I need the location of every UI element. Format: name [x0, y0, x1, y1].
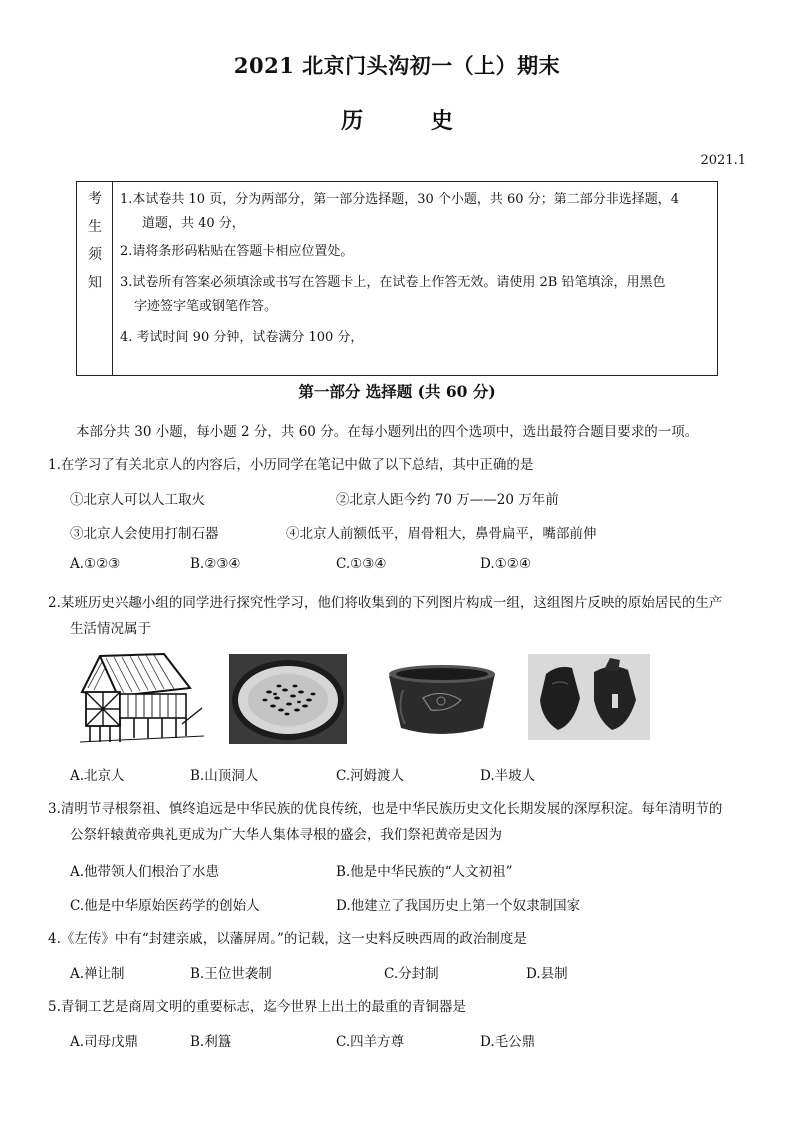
notice-item — [120, 188, 707, 236]
q2-option-c[interactable]: C.河姆渡人 — [336, 768, 405, 784]
question-3-line: 公祭轩辕黄帝典礼更成为广大华人集体寻根的盛会，我们祭祀黄帝是因为 — [70, 827, 502, 843]
question-2-stem — [48, 590, 760, 642]
notice-line: 3.试卷所有答案必须填涂或书写在答题卡上，在试卷上作答无效。请使用 2B 铅笔填涂，用黑色 — [120, 275, 666, 290]
q1-statement: ②北京人距今约 70 万——20 万年前 — [336, 492, 559, 508]
bone-spade-icon — [528, 654, 650, 740]
q1-option-c[interactable]: C.①③④ — [336, 556, 387, 572]
q3-option-a[interactable]: A.他带领人们根治了水患 — [70, 864, 220, 880]
question-3-stem — [48, 796, 760, 848]
notice-body — [120, 188, 707, 357]
q5-option-c[interactable]: C.四羊方尊 — [336, 1034, 405, 1050]
notice-line: 4. 考试时间 90 分钟，试卷满分 100 分， — [120, 330, 364, 345]
q1-statement: ①北京人可以人工取火 — [70, 492, 205, 508]
q1-statement: ③北京人会使用打制石器 — [70, 526, 219, 542]
q4-option-d[interactable]: D.县制 — [526, 966, 568, 982]
section-title: 第一部分 选择题 (共 60 分) — [298, 382, 496, 401]
notice-item — [120, 326, 707, 350]
q1-statement: ④北京人前额低平，眉骨粗大，鼻骨扁平，嘴部前伸 — [286, 526, 597, 542]
q2-option-a[interactable]: A.北京人 — [70, 768, 125, 784]
q3-option-c[interactable]: C.他是中华原始医药学的创始人 — [70, 898, 260, 914]
q4-option-a[interactable]: A.禅让制 — [70, 966, 125, 982]
q1-option-b[interactable]: B.②③④ — [190, 556, 241, 572]
question-2-line: 生活情况属于 — [70, 621, 151, 637]
notice-line: 道题，共 40 分， — [142, 216, 245, 231]
notice-line: 1.本试卷共 10 页，分为两部分，第一部分选择题，30 个小题，共 60 分；第二部分非选择题，4 — [120, 192, 679, 207]
q1-option-a[interactable]: A.①②③ — [70, 556, 121, 572]
q2-option-b[interactable]: B.山顶洞人 — [190, 768, 259, 784]
q5-option-d[interactable]: D.毛公鼎 — [480, 1034, 536, 1050]
carbonized-rice-icon — [229, 654, 347, 744]
notice-label-char: 须 — [88, 247, 102, 263]
q4-option-c[interactable]: C.分封制 — [384, 966, 439, 982]
q5-option-a[interactable]: A.司母戊鼎 — [70, 1034, 139, 1050]
q5-option-b[interactable]: B.利簋 — [190, 1034, 232, 1050]
q2-option-d[interactable]: D.半坡人 — [480, 768, 536, 784]
notice-label-char: 考 — [88, 191, 102, 207]
notice-item — [120, 240, 707, 264]
q3-option-b[interactable]: B.他是中华民族的“人文初祖” — [336, 864, 513, 880]
exam-title: 2021 北京门头沟初一（上）期末 — [233, 53, 561, 78]
notice-line: 2.请将条形码粘贴在答题卡相应位置处。 — [120, 244, 354, 259]
question-4-stem: 4.《左传》中有“封建亲戚，以藩屏周。”的记载，这一史料反映西周的政治制度是 — [48, 931, 527, 947]
notice-box — [76, 181, 718, 376]
notice-line: 字迹签字笔或钢笔作答。 — [134, 299, 278, 314]
section-intro: 本部分共 30 小题，每小题 2 分，共 60 分。在每小题列出的四个选项中，选出最符合题目要求的一项。 — [76, 424, 699, 440]
exam-date: 2021.1 — [700, 153, 746, 168]
q3-option-d[interactable]: D.他建立了我国历史上第一个奴隶制国家 — [336, 898, 581, 914]
black-pottery-icon — [383, 654, 501, 744]
notice-item — [120, 271, 707, 319]
exam-subject: 历 史 — [341, 108, 483, 134]
question-2-line: 2.某班历史兴趣小组的同学进行探究性学习，他们将收集到的下列图片构成一组，这组图片反映的原始居民的生产 — [48, 595, 723, 611]
q4-option-b[interactable]: B.王位世袭制 — [190, 966, 272, 982]
question-5-stem: 5.青铜工艺是商周文明的重要标志，迄今世界上出土的最重的青铜器是 — [48, 999, 466, 1015]
notice-label-char: 生 — [88, 219, 102, 235]
stilt-house-icon — [78, 650, 206, 744]
notice-label-char: 知 — [88, 275, 102, 291]
notice-label-column — [77, 182, 113, 375]
question-1-stem: 1.在学习了有关北京人的内容后，小历同学在笔记中做了以下总结，其中正确的是 — [48, 457, 534, 473]
question-3-line: 3.清明节寻根祭祖、慎终追远是中华民族的优良传统，也是中华民族历史文化长期发展的深厚积淀。每年清明节的 — [48, 801, 723, 817]
q1-option-d[interactable]: D.①②④ — [480, 556, 531, 572]
